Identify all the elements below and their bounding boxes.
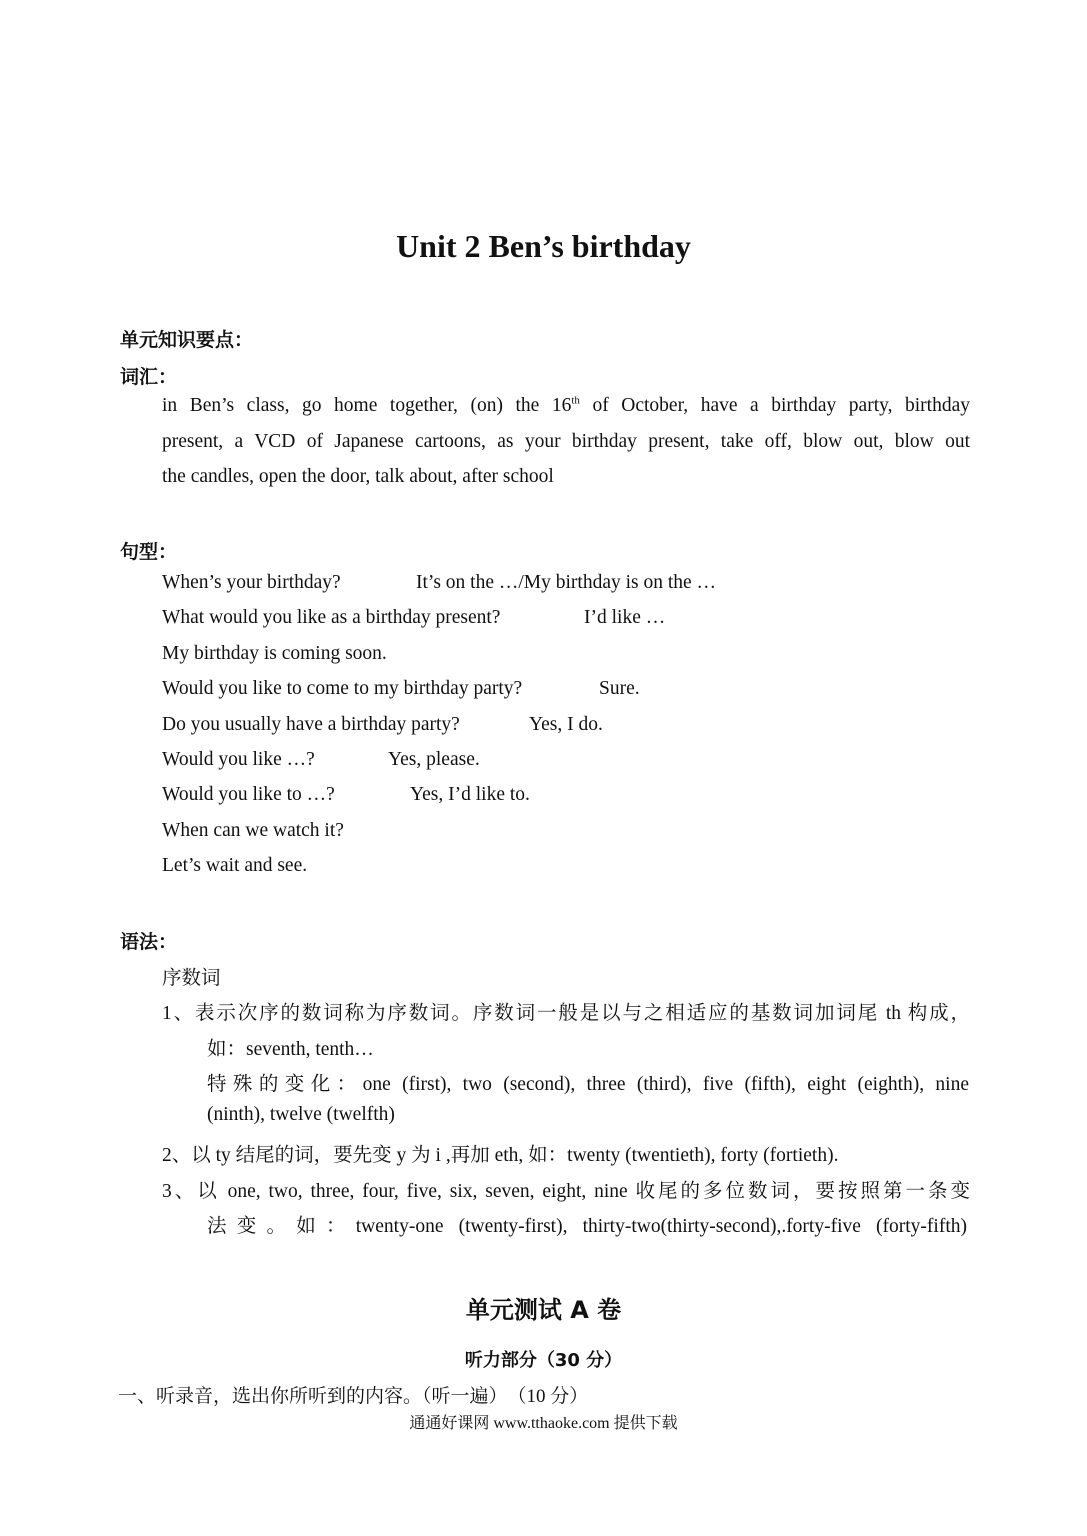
sentence-a-2: I’d like … xyxy=(584,607,666,628)
sentence-q-9: Let’s wait and see. xyxy=(162,855,308,876)
test-a-heading: 单元测试 A 卷 xyxy=(465,1296,622,1324)
grammar-item-1-line-1: 1、表示次序的数词称为序数词。序数词一般是以与之相适应的基数词加词尾 th 构成， xyxy=(162,1003,970,1024)
sentence-q-1: When’s your birthday? xyxy=(162,572,341,593)
question-1: 一、听录音，选出你所听到的内容。（听一遍） （10 分） xyxy=(118,1386,589,1407)
vocab-line-1 xyxy=(162,395,970,417)
grammar-item-3-line-2: 法变。如：twenty-one (twenty-first), thirty-two(thirty-second),.forty-five (forty-fifth) xyxy=(207,1216,967,1237)
sentence-a-1: It’s on the …/My birthday is on the … xyxy=(416,572,717,593)
grammar-item-1-line-4: (ninth), twelve (twelfth) xyxy=(207,1104,395,1125)
sentence-q-4: Would you like to come to my birthday party? xyxy=(162,678,523,699)
grammar-item-1-line-3: 特殊的变化：one (first), two (second), three (third), five (fifth), eight (eighth), nine xyxy=(207,1074,969,1095)
grammar-item-1-line-2: 如：seventh, tenth… xyxy=(207,1039,374,1060)
grammar-item-2: 2、以 ty 结尾的词，要先变 y 为 i ,再加 eth, 如：twenty (twentieth), forty (fortieth). xyxy=(162,1145,839,1166)
vocab-heading: 词汇： xyxy=(120,366,178,388)
sentence-q-5: Do you usually have a birthday party? xyxy=(162,714,460,735)
sentences-heading: 句型： xyxy=(120,541,178,563)
vocab-line-1b: of October, have a birthday party, birthday xyxy=(579,395,970,416)
page-title: Unit 2 Ben’s birthday xyxy=(396,228,691,264)
key-points-heading: 单元知识要点： xyxy=(120,329,254,351)
sentence-q-7: Would you like to …? xyxy=(162,784,335,805)
sentence-a-4: Sure. xyxy=(599,678,640,699)
sentence-q-2: What would you like as a birthday present? xyxy=(162,607,501,628)
vocab-line-1a: in Ben’s class, go home together, (on) the 16 xyxy=(162,395,572,416)
sentence-a-5: Yes, I do. xyxy=(529,714,603,735)
grammar-topic: 序数词 xyxy=(162,968,221,989)
footer-credit: 通通好课网 www.tthaoke.com 提供下载 xyxy=(409,1415,678,1432)
sentence-q-8: When can we watch it? xyxy=(162,820,344,841)
sentence-a-7: Yes, I’d like to. xyxy=(410,784,530,805)
listening-heading: 听力部分（30 分） xyxy=(464,1350,623,1371)
vocab-line-2: present, a VCD of Japanese cartoons, as your birthday present, take off, blow out, blow out xyxy=(162,431,970,452)
sentence-a-6: Yes, please. xyxy=(388,749,480,770)
vocab-line-3: the candles, open the door, talk about, after school xyxy=(162,466,554,487)
sentence-q-6: Would you like …? xyxy=(162,749,315,770)
grammar-heading: 语法： xyxy=(120,931,178,953)
sentence-q-3: My birthday is coming soon. xyxy=(162,643,387,664)
grammar-item-3-line-1: 3、以 one, two, three, four, five, six, seven, eight, nine 收尾的多位数词，要按照第一条变 xyxy=(162,1181,970,1202)
vocab-sup: th xyxy=(571,394,580,407)
